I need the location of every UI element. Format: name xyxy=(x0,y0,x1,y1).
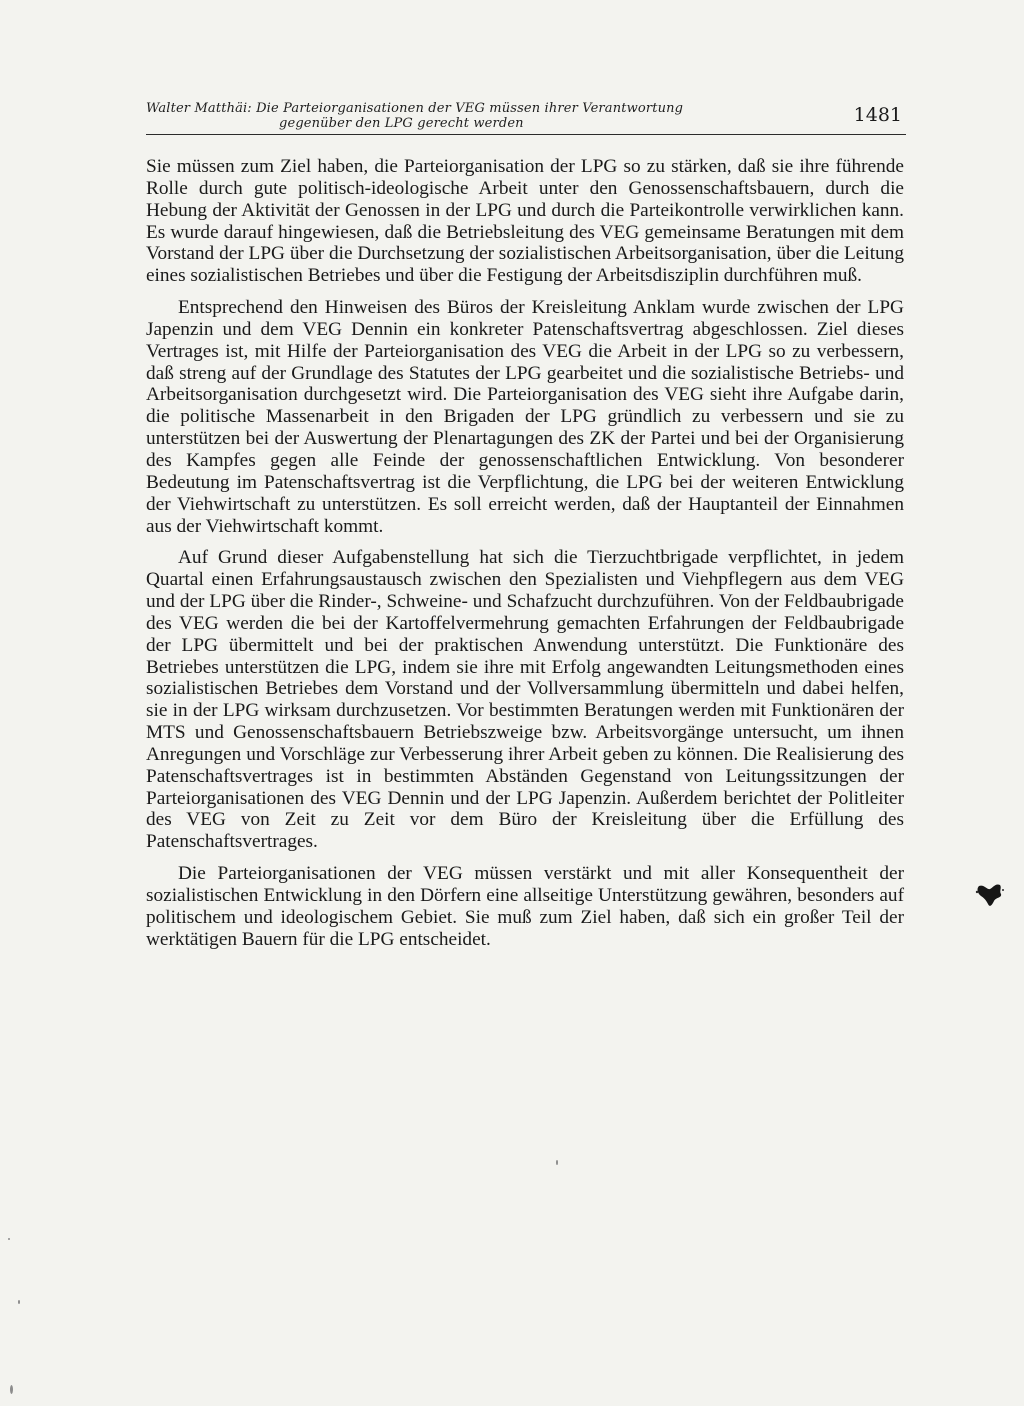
paragraph-4: Die Parteiorganisationen der VEG müssen verstärkt und mit aller Konsequentheit der sozialistischen Entwicklung in den Dörfern eine allseitige Unterstützung gewähren, besonders auf politischem und ideologischem Gebiet. Sie muß zum Ziel haben, daß sich ein großer Teil der werktätigen Bauern für die LPG entscheidet. xyxy=(146,863,904,950)
dust-speck xyxy=(18,1300,20,1304)
dust-speck xyxy=(10,1385,13,1394)
running-title xyxy=(146,101,906,131)
dust-speck xyxy=(8,1238,10,1240)
running-title-line-1: Walter Matthäi: Die Parteiorganisationen der VEG müssen ihrer Verantwortung xyxy=(146,101,684,116)
running-header xyxy=(146,101,906,135)
paragraph-2: Entsprechend den Hinweisen des Büros der Kreisleitung Anklam wurde zwischen der LPG Japenzin und dem VEG Dennin ein konkreter Patenschaftsvertrag abgeschlossen. Ziel dieses Vertrages ist, mit Hilfe der Parteiorganisation des VEG die Arbeit in der LPG so zu verbessern, daß streng auf der Grundlage des Statutes der LPG gearbeitet und die sozialistische Betriebs- und Arbeitsorganisation durchgesetzt wird. Die Parteiorganisation des VEG sieht ihre Aufgabe darin, die politische Massenarbeit in den Brigaden der LPG gründlich zu verbessern und sie zu unterstützen bei der Auswertung der Plenartagungen des ZK der Partei und bei der Organisierung des Kampfes gegen alle Feinde der genossenschaftlichen Entwicklung. Von besonderer Bedeutung im Patenschaftsvertrag ist die Verpflichtung, die LPG bei der weiteren Entwicklung der Viehwirtschaft zu unterstützen. Es soll erreicht werden, daß der Hauptanteil der Einnahmen aus der Viehwirtschaft kommt. xyxy=(146,297,904,537)
ink-blot-icon xyxy=(975,880,1005,910)
dust-speck xyxy=(556,1160,558,1165)
paragraph-1: Sie müssen zum Ziel haben, die Parteiorganisation der LPG so zu stärken, daß sie ihre führende Rolle durch gute politisch-ideologische Arbeit unter den Genossenschaftsbauern, durch die Hebung der Aktivität der Genossen in der LPG und durch die Parteikontrolle verwirklichen kann. Es wurde darauf hingewiesen, daß die Betriebsleitung des VEG gemeinsame Beratungen mit dem Vorstand der LPG über die Durchsetzung der sozialistischen Arbeitsorganisation, über die Leitung eines sozialistischen Betriebes und über die Festigung der Arbeitsdisziplin durchführen muß. xyxy=(146,156,904,287)
paragraph-3: Auf Grund dieser Aufgabenstellung hat sich die Tierzuchtbrigade verpflichtet, in jedem Quartal einen Erfahrungsaustausch zwischen den Spezialisten und Viehpflegern aus dem VEG und der LPG über die Rinder-, Schweine- und Schafzucht durchzuführen. Von der Feldbaubrigade des VEG werden die bei der Kartoffelvermehrung gemachten Erfahrungen der Feldbaubrigade der LPG übermittelt und bei der praktischen Anwendung unterstützt. Die Funktionäre des Betriebes unterstützen die LPG, indem sie ihre mit Erfolg angewandten Leitungsmethoden eines sozialistischen Betriebes dem Vorstand und der Vollversammlung übermitteln und dabei helfen, sie in der LPG wirksam durchzusetzen. Vor bestimmten Beratungen werden mit Funktionären der MTS und Genossenschaftsbauern Betriebszweige bzw. Arbeitsvorgänge untersucht, um ihnen Anregungen und Vorschläge zur Verbesserung ihrer Arbeit geben zu können. Die Realisierung des Patenschaftsvertrages ist in bestimmten Abständen Gegenstand von Leitungssitzungen der Parteiorganisationen des VEG Dennin und der LPG Japenzin. Außerdem berichtet der Politleiter des VEG von Zeit zu Zeit vor dem Büro der Kreisleitung über die Erfüllung des Patenschaftsvertrages. xyxy=(146,547,904,853)
page-number: 1481 xyxy=(853,104,902,126)
article-body xyxy=(146,156,904,961)
running-title-line-2: gegenüber den LPG gerecht werden xyxy=(279,116,524,131)
